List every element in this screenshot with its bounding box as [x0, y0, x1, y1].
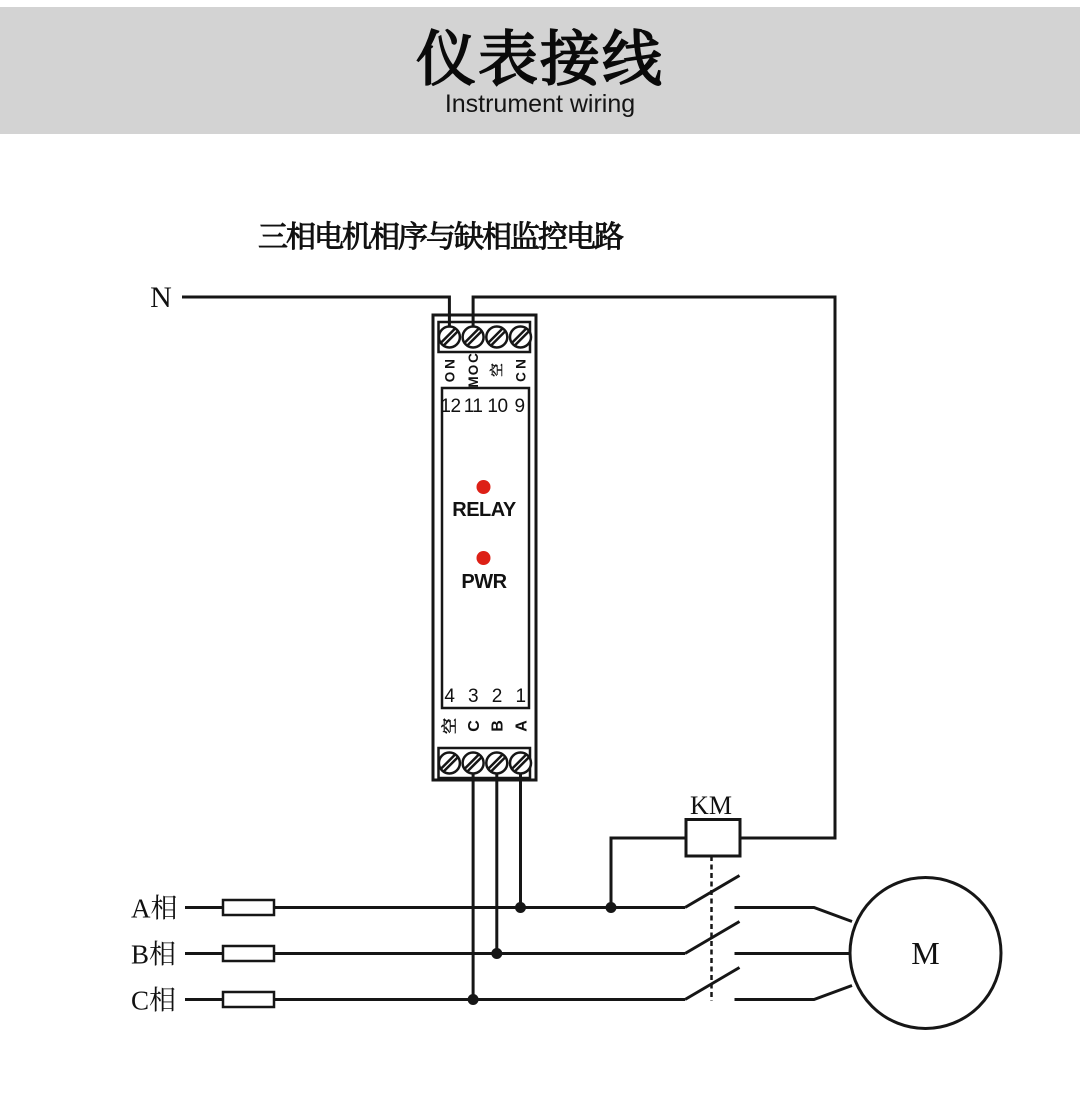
- svg-text:N: N: [513, 359, 529, 369]
- terminal-number: 3: [468, 686, 479, 707]
- terminal-label-c: C: [465, 720, 483, 732]
- phase-c-motor-lead: [735, 986, 853, 1000]
- terminal-number: 11: [463, 396, 483, 417]
- pwr-led: [477, 551, 491, 565]
- km-label: KM: [690, 791, 732, 820]
- junction-dot: [491, 948, 502, 959]
- svg-text:O: O: [442, 371, 458, 383]
- diagram-title: 三相电机相序与缺相监控电路: [258, 221, 622, 254]
- header-subtitle-en: Instrument wiring: [444, 90, 636, 118]
- km-coil: [686, 820, 740, 857]
- phase-c-label: C相: [131, 985, 177, 1016]
- junction-dot: [468, 994, 479, 1005]
- screw-terminal: [510, 753, 531, 774]
- screw-circle: [486, 753, 507, 774]
- screw-circle: [486, 327, 507, 348]
- screw-terminal: [439, 327, 460, 348]
- neutral-label: N: [150, 281, 172, 314]
- screw-terminal: [510, 327, 531, 348]
- svg-text:O: O: [465, 364, 481, 376]
- svg-text:C: C: [465, 353, 481, 363]
- terminal-label-b: B: [489, 720, 507, 732]
- phase-a-label: A相: [131, 893, 178, 924]
- screw-circle: [439, 753, 460, 774]
- relay-led: [477, 480, 491, 494]
- screw-circle: [510, 753, 531, 774]
- screw-circle: [463, 753, 484, 774]
- terminal-number: 10: [487, 396, 508, 417]
- terminal-number: 1: [515, 686, 526, 707]
- coil-to-phase-a-wire: [611, 838, 686, 908]
- screw-circle: [510, 327, 531, 348]
- screw-terminal: [439, 753, 460, 774]
- relay-led-label: RELAY: [452, 499, 516, 521]
- svg-text:M: M: [465, 376, 481, 388]
- svg-text:C: C: [513, 372, 529, 382]
- terminal-number: 9: [514, 396, 525, 417]
- motor: [850, 878, 1001, 1029]
- header-title-cn: 仪表接线: [416, 26, 664, 93]
- terminal-label-a: A: [513, 720, 531, 732]
- terminal-label-com: [466, 353, 481, 388]
- contactor-km: [685, 791, 740, 1001]
- device-front-panel: [442, 388, 529, 708]
- phase-b-label: B相: [131, 939, 177, 970]
- junction-dot: [606, 902, 617, 913]
- screw-terminal: [486, 327, 507, 348]
- screw-circle: [463, 327, 484, 348]
- motor-label: M: [911, 935, 940, 971]
- phase-a-fuse: [223, 900, 274, 915]
- screw-terminal: [463, 753, 484, 774]
- terminal-label-kong-top: [489, 363, 505, 377]
- phase-b-fuse: [223, 946, 274, 961]
- svg-text:空: 空: [489, 363, 505, 377]
- screw-terminal: [463, 327, 484, 348]
- neutral-wire: [182, 297, 449, 334]
- pwr-led-label: PWR: [461, 571, 507, 593]
- terminal-number: 12: [440, 396, 461, 417]
- terminal-number: 2: [491, 686, 502, 707]
- phase-a-motor-lead: [735, 908, 853, 922]
- svg-text:N: N: [442, 359, 458, 369]
- phase-lines: [131, 894, 852, 1016]
- terminal-number: 4: [444, 686, 455, 707]
- relay-device: [433, 315, 536, 780]
- screw-circle: [439, 327, 460, 348]
- terminal-label-kong-bottom: 空: [442, 717, 460, 735]
- junction-dot: [515, 902, 526, 913]
- phase-c-fuse: [223, 992, 274, 1007]
- screw-terminal: [486, 753, 507, 774]
